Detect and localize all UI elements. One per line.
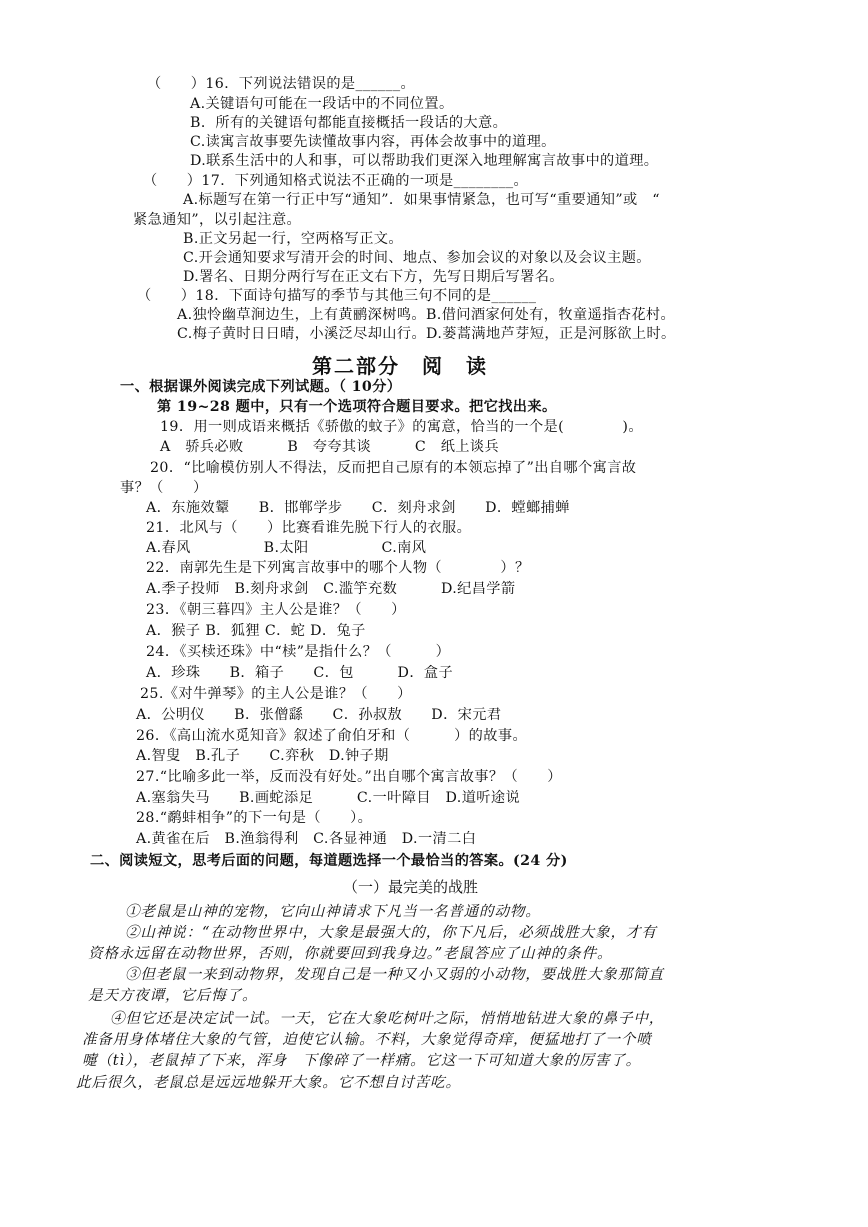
options-26: A.智叟 B.孔子 C.弈秋 D.钟子期 xyxy=(136,748,389,764)
options-19: A 骄兵必败 B 夸夸其谈 C 纸上谈兵 xyxy=(160,439,500,455)
question-27: 27.“比喻多此一举，反而没有好处。”出自哪个寓言故事？（ ） xyxy=(136,769,562,785)
passage-paragraph-1: ①老鼠是山神的宠物，它向山神请求下凡当一名普通的动物。 xyxy=(125,903,541,920)
options-22: A.季子投师 B.刻舟求剑 C.滥竽充数 D.纪昌学箭 xyxy=(146,581,516,597)
section1-heading: 一、根据课外阅读完成下列试题。（ 10分） xyxy=(120,379,402,395)
options-25: A．公明仪 B．张僧繇 C．孙叔敖 D．宋元君 xyxy=(136,707,502,723)
passage-paragraph-3-line2: 是天方夜谭，它后悔了。 xyxy=(88,987,258,1004)
question-22: 22．南郭先生是下列寓言故事中的哪个人物（ ）？ xyxy=(146,560,530,576)
question-26: 26．《高山流水觅知音》叙述了俞伯牙和（ ）的故事。 xyxy=(136,728,528,744)
option-17a-line2: 紧急通知”，以引起注意。 xyxy=(133,212,302,228)
option-17d: D.署名、日期分两行写在正文右下方，先写日期后写署名。 xyxy=(183,269,564,285)
part2-title: 第二部分 阅 读 xyxy=(312,354,488,378)
option-16b: B．所有的关键语句都能直接概括一段话的大意。 xyxy=(190,115,508,131)
options-27: A.塞翁失马 B.画蛇添足 C.一叶障目 D.道听途说 xyxy=(136,790,521,806)
question-18: （ ）18．下面诗句描写的季节与其他三句不同的是______ xyxy=(137,288,537,304)
passage-paragraph-2-line2: 资格永远留在动物世界，否则，你就要回到我身边。”老鼠答应了山神的条件。 xyxy=(88,945,613,962)
options-20: A．东施效颦 B．邯郸学步 C．刻舟求剑 D．螳螂捕蝉 xyxy=(146,500,570,516)
option-16c: C.读寓言故事要先读懂故事内容，再体会故事中的道理。 xyxy=(190,134,556,150)
question-28: 28.“鹬蚌相争”的下一句是（ ）。 xyxy=(136,810,373,826)
passage-paragraph-4-line3: 嚏（tì），老鼠掉了下来，浑身 下像碎了一样痛。它这一下可知道大象的厉害了。 xyxy=(82,1052,642,1069)
options-21: A.春风 B.太阳 C.南风 xyxy=(146,540,427,556)
options-23: A．猴子 B．狐狸 C．蛇 D．兔子 xyxy=(146,623,366,639)
question-23: 23．《朝三暮四》主人公是谁？（ ） xyxy=(146,602,406,618)
passage-paragraph-2-line1: ②山神说：“在动物世界中，大象是最强大的，你下凡后，必须战胜大象，才有 xyxy=(125,924,657,941)
option-16a: A.关键语句可能在一段话中的不同位置。 xyxy=(190,96,454,112)
question-16: （ ）16．下列说法错误的是______。 xyxy=(147,76,416,92)
question-19: 19．用一则成语来概括《骄傲的蚊子》的寓意，恰当的一个是( )。 xyxy=(160,419,643,435)
question-17: （ ）17．下列通知格式说法不正确的一项是________。 xyxy=(143,173,529,189)
question-20-line1: 20．“比喻模仿别人不得法，反而把自己原有的本领忘掉了”出自哪个寓言故 xyxy=(150,460,637,476)
options-24: A．珍珠 B．箱子 C．包 D．盒子 xyxy=(146,665,454,681)
passage-paragraph-3-line1: ③但老鼠一来到动物界，发现自己是一种又小又弱的小动物，要战胜大象那简直 xyxy=(125,966,664,983)
question-24: 24．《买椟还珠》中“椟”是指什么？（ ） xyxy=(146,644,451,660)
section1-note: 第 19~28 题中，只有一个选项符合题目要求。把它找出来。 xyxy=(157,399,557,415)
passage-title: （一）最完美的战胜 xyxy=(343,878,479,896)
question-25: 25.《对牛弹琴》的主人公是谁？（ ） xyxy=(140,686,412,702)
options-18-ab: A.独怜幽草涧边生，上有黄鹂深树鸣。B.借问酒家何处有，牧童遥指杏花村。 xyxy=(177,307,676,323)
options-18-cd: C.梅子黄时日日晴，小溪泛尽却山行。D.蒌蒿满地芦芽短，正是河豚欲上时。 xyxy=(177,326,676,342)
passage-paragraph-4-line4: 此后很久，老鼠总是远远地躲开大象。它不想自讨苦吃。 xyxy=(76,1074,461,1091)
passage-paragraph-4-line2: 准备用身体堵住大象的气管，迫使它认输。不料，大象觉得奇痒，便猛地打了一个喷 xyxy=(82,1031,652,1048)
option-17b: B.正文另起一行，空两格写正文。 xyxy=(183,231,403,247)
option-17c: C.开会通知要求写清开会的时间、地点、参加会议的对象以及会议主题。 xyxy=(183,250,651,266)
options-28: A.黄雀在后 B.渔翁得利 C.各显神通 D.一清二白 xyxy=(136,831,477,847)
option-17a-line1: A.标题写在第一行正中写“通知”．如果事情紧急，也可写“重要通知”或 “ xyxy=(183,192,660,208)
question-20-line2: 事？（ ） xyxy=(120,480,208,496)
passage-paragraph-4-line1: ④但它还是决定试一试。一天，它在大象吃树叶之际，悄悄地钻进大象的鼻子中， xyxy=(110,1010,665,1027)
option-16d: D.联系生活中的人和事，可以帮助我们更深入地理解寓言故事中的道理。 xyxy=(190,153,659,169)
question-21: 21．北风与（ ）比赛看谁先脱下行人的衣服。 xyxy=(146,520,472,536)
section2-heading: 二、阅读短文，思考后面的问题，每道题选择一个最恰当的答案。(24 分) xyxy=(90,853,568,869)
